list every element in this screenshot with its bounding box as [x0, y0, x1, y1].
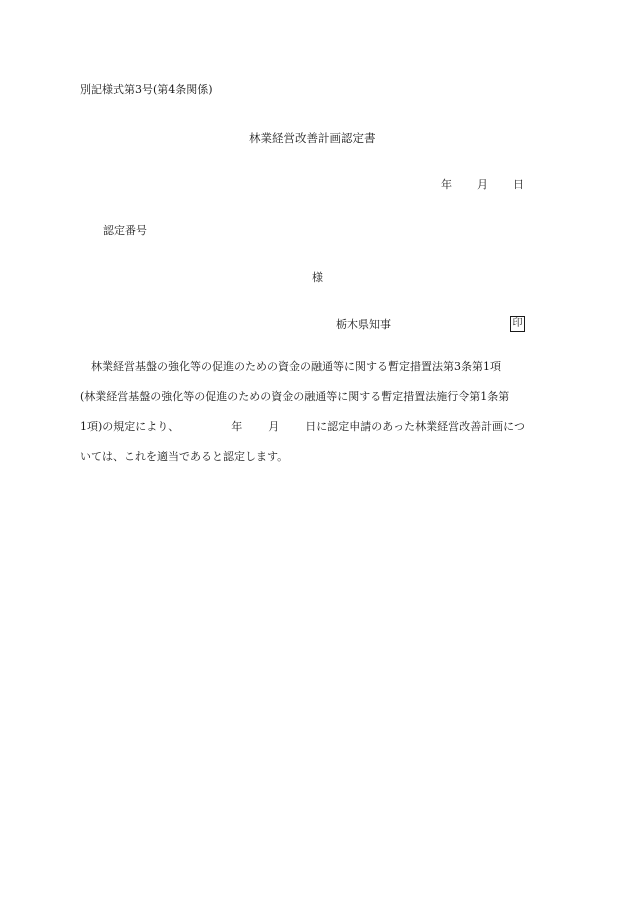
body-line-1: 林業経営基盤の強化等の促進のための資金の融通等に関する暫定措置法第3条第1項 — [91, 360, 501, 373]
document-title: 林業経営改善計画認定書 — [249, 131, 376, 145]
body-line-4: いては、これを適当であると認定します。 — [80, 450, 289, 463]
date-line — [441, 178, 524, 192]
certification-body — [80, 360, 550, 480]
body-line-3-start: 1項)の規定により、 — [80, 420, 180, 433]
body-line-3-month: 月 — [268, 420, 280, 433]
form-number: 別記様式第3号(第4条関係) — [80, 83, 213, 96]
seal-mark: 印 — [510, 316, 525, 332]
body-line-3-end: 日に認定申請のあった林業経営改善計画につ — [305, 420, 525, 433]
issuer-title: 栃木県知事 — [336, 318, 391, 331]
date-month-label: 月 — [477, 178, 488, 191]
body-line-3 — [80, 420, 550, 450]
date-year-label: 年 — [441, 178, 452, 191]
addressee-suffix: 様 — [312, 271, 323, 284]
certification-number-label: 認定番号 — [103, 224, 147, 237]
date-day-label: 日 — [513, 178, 524, 191]
body-line-2: (林業経営基盤の強化等の促進のための資金の融通等に関する暫定措置法施行令第1条第 — [80, 390, 510, 403]
body-line-3-year: 年 — [231, 420, 243, 433]
